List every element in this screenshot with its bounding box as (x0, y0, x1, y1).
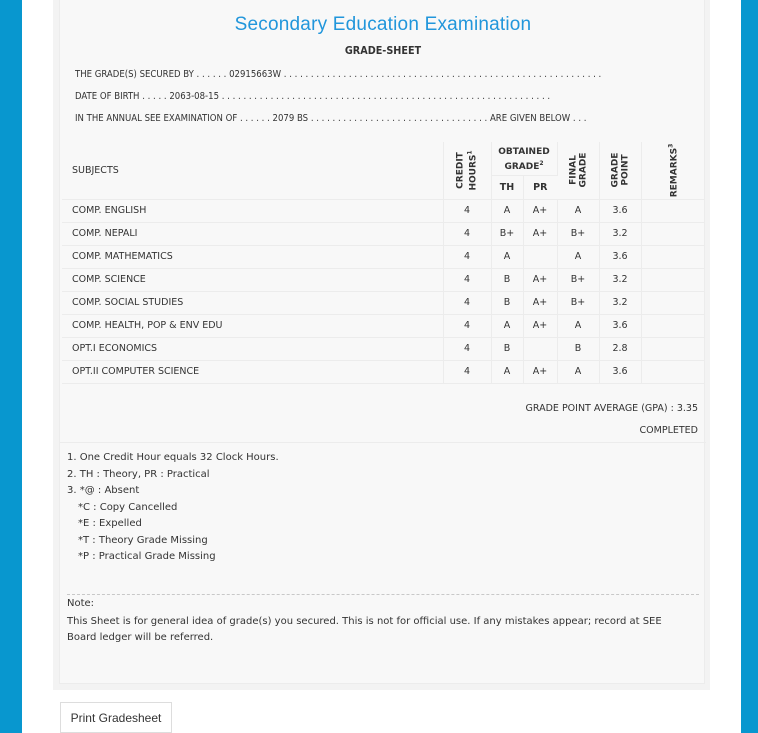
gpa-summary: GRADE POINT AVERAGE (GPA) : 3.35 (525, 403, 698, 414)
grade-point: 3.2 (599, 268, 641, 291)
theory-grade: B (491, 337, 523, 360)
final-grade: A (557, 245, 599, 268)
exam-suffix: ARE GIVEN BELOW . . . (489, 113, 587, 124)
right-accent-bar (741, 0, 758, 733)
header-final-grade: FINAL GRADE (557, 142, 599, 199)
note-text: This Sheet is for general idea of grade(s) you secured. This is not for official use. If any mistakes appear; record at SEE Board ledger will be referred. (67, 616, 662, 643)
grade-point: 3.2 (599, 222, 641, 245)
header-theory: TH (491, 175, 523, 199)
dotted-fill: . . . . . . . . . . . . . . . . . . . . . . . . . . . . . . . . . . . . . . . . . . . . . . . . . . . . . . . . . . . (283, 69, 602, 80)
theory-grade: A (491, 314, 523, 337)
grade-point: 3.6 (599, 199, 641, 222)
legend-item: 3. *@ : Absent (67, 485, 140, 496)
remarks (641, 314, 704, 337)
credit-hours: 4 (443, 291, 491, 314)
subject-name: COMP. SCIENCE (62, 268, 443, 291)
dashed-divider (67, 594, 699, 595)
credit-hours: 4 (443, 268, 491, 291)
secured-by-line (75, 69, 687, 80)
grade-point: 2.8 (599, 337, 641, 360)
symbol-number: 02915663W (229, 69, 282, 80)
remarks (641, 268, 704, 291)
practical-grade (523, 245, 557, 268)
theory-grade: B (491, 268, 523, 291)
practical-grade: A+ (523, 360, 557, 383)
legend-item: 2. TH : Theory, PR : Practical (67, 468, 210, 480)
final-grade: A (557, 360, 599, 383)
dotted-fill: . . . . . . . . . . . . . . . . . . . . . . . . . . . . . . . . . (310, 113, 488, 124)
dob-value: 2063-08-15 (169, 91, 220, 102)
table-row (62, 291, 704, 314)
note-label: Note: (67, 598, 95, 609)
legend-list (67, 450, 279, 566)
divider (60, 442, 706, 443)
final-grade: B+ (557, 222, 599, 245)
table-row (62, 199, 704, 222)
remarks (641, 337, 704, 360)
remarks (641, 199, 704, 222)
credit-hours: 4 (443, 314, 491, 337)
header-obtained-grade: OBTAINED GRADE$^2$ (491, 142, 557, 175)
credit-hours: 4 (443, 222, 491, 245)
credit-hours: 4 (443, 360, 491, 383)
header-remarks: REMARKS$^3$ (641, 142, 704, 199)
legend-item: *T : Theory Grade Missing (78, 534, 208, 546)
theory-grade: A (491, 245, 523, 268)
header-credit-hours: CREDIT HOURS$^1$ (443, 142, 491, 199)
practical-grade: A+ (523, 291, 557, 314)
remarks (641, 245, 704, 268)
grade-point: 3.2 (599, 291, 641, 314)
gradesheet-heading: GRADE-SHEET (344, 45, 422, 57)
subject-name: COMP. SOCIAL STUDIES (62, 291, 443, 314)
final-grade: A (557, 199, 599, 222)
final-grade: B+ (557, 268, 599, 291)
remarks (641, 291, 704, 314)
subject-name: COMP. NEPALI (62, 222, 443, 245)
subject-name: COMP. MATHEMATICS (62, 245, 443, 268)
header-subjects: SUBJECTS (62, 142, 443, 199)
grades-table (62, 142, 704, 384)
header-practical: PR (523, 175, 557, 199)
practical-grade: A+ (523, 199, 557, 222)
dob-label: DATE OF BIRTH . . . . . (75, 91, 167, 102)
grade-point: 3.6 (599, 314, 641, 337)
final-grade: B+ (557, 291, 599, 314)
remarks (641, 222, 704, 245)
theory-grade: A (491, 199, 523, 222)
practical-grade: A+ (523, 268, 557, 291)
theory-grade: B (491, 291, 523, 314)
table-row (62, 314, 704, 337)
subject-name: COMP. HEALTH, POP & ENV EDU (62, 314, 443, 337)
exam-year: 2079 BS (272, 113, 309, 124)
subject-name: OPT.I ECONOMICS (62, 337, 443, 360)
secured-by-label: THE GRADE(S) SECURED BY . . . . . . (75, 69, 227, 80)
practical-grade: A+ (523, 314, 557, 337)
table-row (62, 337, 704, 360)
theory-grade: B+ (491, 222, 523, 245)
legend-item: *C : Copy Cancelled (78, 501, 178, 513)
practical-grade: A+ (523, 222, 557, 245)
print-gradesheet-button[interactable]: Print Gradesheet (60, 702, 172, 733)
subject-name: OPT.II COMPUTER SCIENCE (62, 360, 443, 383)
legend-item: *E : Expelled (78, 518, 142, 529)
dotted-fill: . . . . . . . . . . . . . . . . . . . . . . . . . . . . . . . . . . . . . . . . . . . . . . . . . . . . . . . . . . . . . (221, 91, 551, 102)
grade-point: 3.6 (599, 245, 641, 268)
final-grade: A (557, 314, 599, 337)
theory-grade: A (491, 360, 523, 383)
result-status: COMPLETED (639, 425, 698, 436)
credit-hours: 4 (443, 199, 491, 222)
practical-grade (523, 337, 557, 360)
table-row (62, 268, 704, 291)
gradesheet-panel (59, 0, 705, 684)
exam-title: Secondary Education Examination (234, 14, 532, 35)
grade-point: 3.6 (599, 360, 641, 383)
header-grade-point: GRADE POINT (599, 142, 641, 199)
subject-name: COMP. ENGLISH (62, 199, 443, 222)
final-grade: B (557, 337, 599, 360)
remarks (641, 360, 704, 383)
table-row (62, 360, 704, 383)
dob-line (75, 91, 687, 102)
legend-item: *P : Practical Grade Missing (78, 551, 216, 562)
left-accent-bar (0, 0, 22, 733)
table-row (62, 222, 704, 245)
credit-hours: 4 (443, 337, 491, 360)
exam-line (75, 113, 687, 124)
exam-label: IN THE ANNUAL SEE EXAMINATION OF . . . . . . (75, 113, 270, 124)
credit-hours: 4 (443, 245, 491, 268)
legend-item: 1. One Credit Hour equals 32 Clock Hours. (67, 452, 279, 463)
table-row (62, 245, 704, 268)
